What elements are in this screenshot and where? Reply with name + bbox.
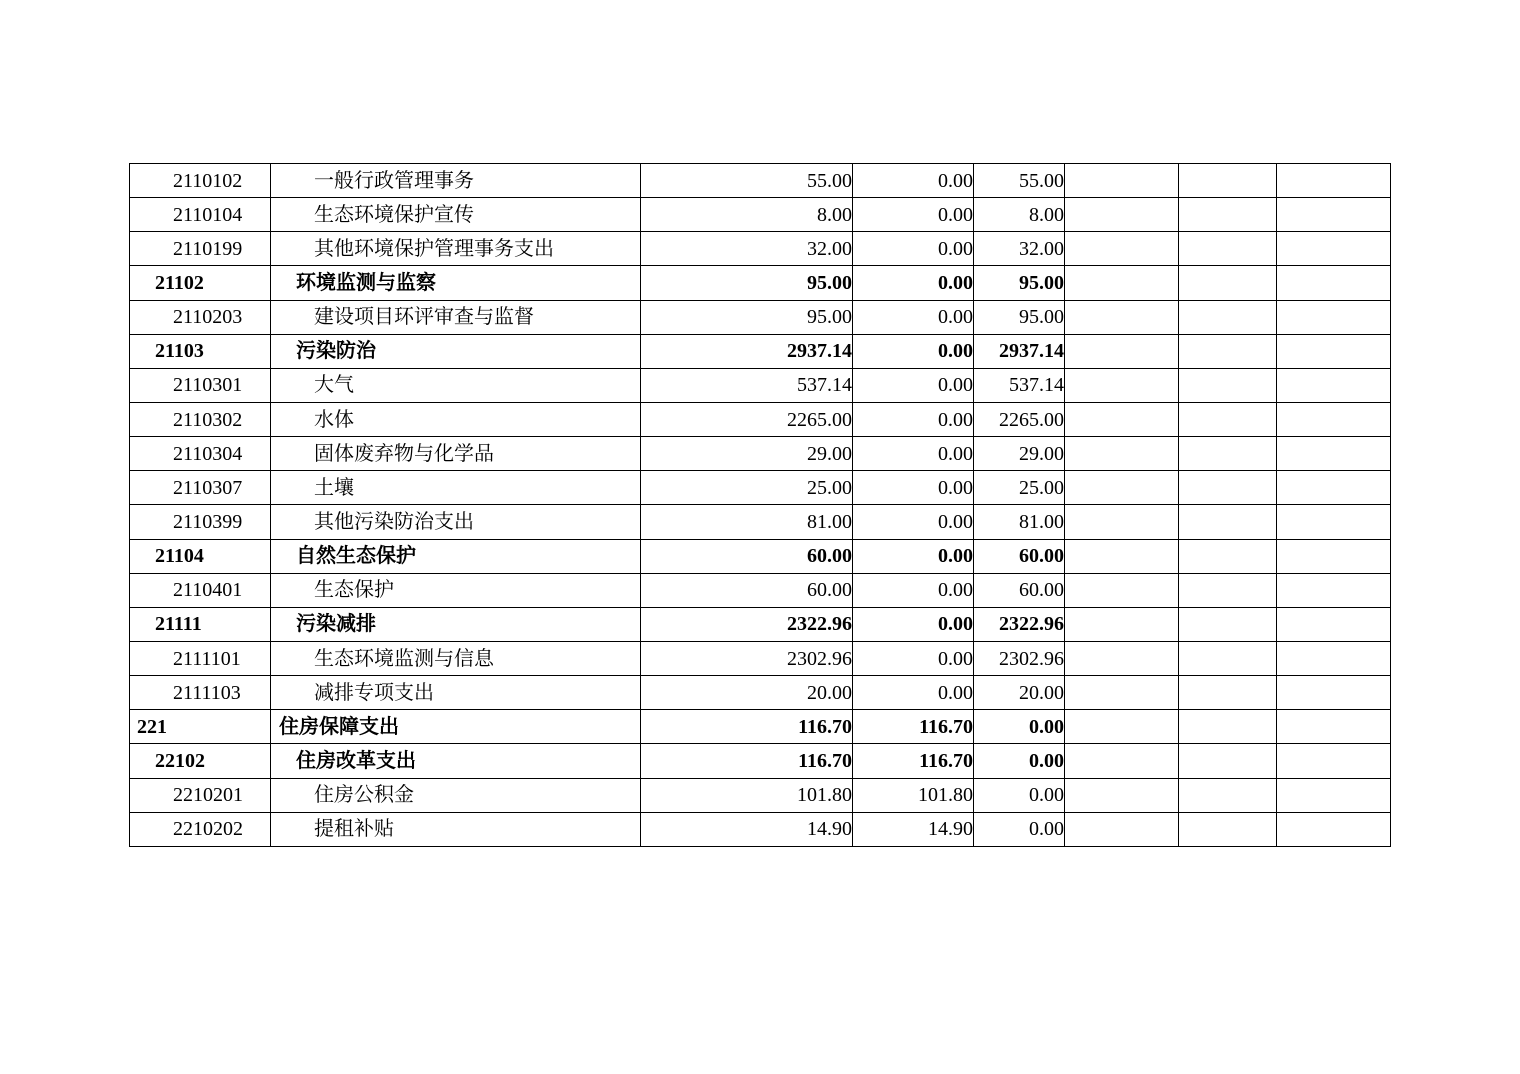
empty-cell [1277, 676, 1391, 710]
budget-code-cell: 2111101 [130, 641, 271, 675]
table-row [130, 232, 1391, 266]
empty-cell [1277, 744, 1391, 778]
amount-cell: 0.00 [974, 710, 1065, 744]
budget-code-cell: 2110302 [130, 402, 271, 436]
amount-cell: 0.00 [853, 505, 974, 539]
empty-cell [1065, 744, 1179, 778]
amount-cell: 60.00 [974, 539, 1065, 573]
empty-cell [1179, 266, 1277, 300]
budget-name-cell: 住房公积金 [271, 778, 641, 812]
amount-cell: 95.00 [974, 266, 1065, 300]
empty-cell [1179, 607, 1277, 641]
budget-name-cell: 生态环境保护宣传 [271, 198, 641, 232]
empty-cell [1065, 300, 1179, 334]
budget-code-cell: 2110399 [130, 505, 271, 539]
amount-cell: 0.00 [853, 471, 974, 505]
amount-cell: 25.00 [641, 471, 853, 505]
amount-cell: 0.00 [853, 164, 974, 198]
budget-name-cell: 自然生态保护 [271, 539, 641, 573]
empty-cell [1277, 778, 1391, 812]
amount-cell: 0.00 [853, 368, 974, 402]
amount-cell: 55.00 [641, 164, 853, 198]
table-row [130, 641, 1391, 675]
budget-name-cell: 土壤 [271, 471, 641, 505]
empty-cell [1065, 676, 1179, 710]
amount-cell: 29.00 [974, 437, 1065, 471]
empty-cell [1277, 368, 1391, 402]
empty-cell [1065, 505, 1179, 539]
empty-cell [1065, 437, 1179, 471]
empty-cell [1179, 198, 1277, 232]
empty-cell [1065, 402, 1179, 436]
amount-cell: 537.14 [641, 368, 853, 402]
budget-code-cell: 2111103 [130, 676, 271, 710]
amount-cell: 2265.00 [974, 402, 1065, 436]
table-row [130, 710, 1391, 744]
empty-cell [1065, 812, 1179, 846]
amount-cell: 116.70 [853, 744, 974, 778]
budget-name-cell: 住房改革支出 [271, 744, 641, 778]
budget-table-container [129, 163, 1391, 847]
table-row [130, 266, 1391, 300]
empty-cell [1179, 744, 1277, 778]
empty-cell [1277, 164, 1391, 198]
empty-cell [1065, 368, 1179, 402]
table-row [130, 402, 1391, 436]
budget-code-cell: 2210201 [130, 778, 271, 812]
empty-cell [1277, 641, 1391, 675]
empty-cell [1065, 539, 1179, 573]
amount-cell: 95.00 [641, 300, 853, 334]
amount-cell: 0.00 [853, 232, 974, 266]
amount-cell: 0.00 [974, 744, 1065, 778]
budget-name-cell: 生态环境监测与信息 [271, 641, 641, 675]
empty-cell [1179, 812, 1277, 846]
budget-name-cell: 建设项目环评审查与监督 [271, 300, 641, 334]
amount-cell: 116.70 [641, 710, 853, 744]
table-row [130, 607, 1391, 641]
amount-cell: 14.90 [641, 812, 853, 846]
amount-cell: 14.90 [853, 812, 974, 846]
amount-cell: 0.00 [853, 641, 974, 675]
empty-cell [1179, 164, 1277, 198]
empty-cell [1179, 232, 1277, 266]
budget-code-cell: 2110104 [130, 198, 271, 232]
amount-cell: 60.00 [641, 573, 853, 607]
budget-code-cell: 2110401 [130, 573, 271, 607]
amount-cell: 0.00 [853, 676, 974, 710]
budget-code-cell: 2110203 [130, 300, 271, 334]
budget-name-cell: 水体 [271, 402, 641, 436]
empty-cell [1277, 266, 1391, 300]
empty-cell [1179, 300, 1277, 334]
amount-cell: 0.00 [853, 300, 974, 334]
amount-cell: 2265.00 [641, 402, 853, 436]
budget-name-cell: 一般行政管理事务 [271, 164, 641, 198]
empty-cell [1277, 812, 1391, 846]
empty-cell [1277, 607, 1391, 641]
empty-cell [1065, 232, 1179, 266]
empty-cell [1065, 607, 1179, 641]
amount-cell: 0.00 [853, 334, 974, 368]
empty-cell [1179, 573, 1277, 607]
amount-cell: 55.00 [974, 164, 1065, 198]
table-row [130, 676, 1391, 710]
budget-code-cell: 21103 [130, 334, 271, 368]
empty-cell [1179, 641, 1277, 675]
amount-cell: 2937.14 [974, 334, 1065, 368]
empty-cell [1277, 437, 1391, 471]
empty-cell [1277, 232, 1391, 266]
empty-cell [1065, 641, 1179, 675]
amount-cell: 29.00 [641, 437, 853, 471]
amount-cell: 2302.96 [641, 641, 853, 675]
empty-cell [1065, 471, 1179, 505]
empty-cell [1277, 198, 1391, 232]
amount-cell: 32.00 [974, 232, 1065, 266]
amount-cell: 101.80 [853, 778, 974, 812]
amount-cell: 0.00 [853, 539, 974, 573]
empty-cell [1179, 437, 1277, 471]
table-row [130, 573, 1391, 607]
empty-cell [1179, 368, 1277, 402]
amount-cell: 2302.96 [974, 641, 1065, 675]
budget-table-body [130, 164, 1391, 847]
empty-cell [1179, 710, 1277, 744]
empty-cell [1179, 778, 1277, 812]
amount-cell: 20.00 [974, 676, 1065, 710]
table-row [130, 471, 1391, 505]
empty-cell [1179, 334, 1277, 368]
amount-cell: 95.00 [974, 300, 1065, 334]
empty-cell [1065, 198, 1179, 232]
table-row [130, 778, 1391, 812]
amount-cell: 116.70 [641, 744, 853, 778]
budget-code-cell: 21104 [130, 539, 271, 573]
amount-cell: 95.00 [641, 266, 853, 300]
empty-cell [1065, 710, 1179, 744]
empty-cell [1065, 778, 1179, 812]
empty-cell [1065, 164, 1179, 198]
budget-code-cell: 2110102 [130, 164, 271, 198]
amount-cell: 0.00 [853, 198, 974, 232]
budget-code-cell: 2110304 [130, 437, 271, 471]
budget-name-cell: 固体废弃物与化学品 [271, 437, 641, 471]
budget-code-cell: 221 [130, 710, 271, 744]
budget-code-cell: 21102 [130, 266, 271, 300]
budget-name-cell: 住房保障支出 [271, 710, 641, 744]
table-row [130, 812, 1391, 846]
empty-cell [1065, 573, 1179, 607]
budget-table [129, 163, 1391, 847]
amount-cell: 101.80 [641, 778, 853, 812]
amount-cell: 0.00 [853, 607, 974, 641]
empty-cell [1277, 334, 1391, 368]
empty-cell [1179, 402, 1277, 436]
empty-cell [1277, 300, 1391, 334]
table-row [130, 437, 1391, 471]
budget-code-cell: 2210202 [130, 812, 271, 846]
budget-name-cell: 减排专项支出 [271, 676, 641, 710]
budget-code-cell: 2110301 [130, 368, 271, 402]
amount-cell: 0.00 [853, 437, 974, 471]
budget-name-cell: 大气 [271, 368, 641, 402]
amount-cell: 2322.96 [641, 607, 853, 641]
budget-name-cell: 提租补贴 [271, 812, 641, 846]
table-row [130, 300, 1391, 334]
amount-cell: 32.00 [641, 232, 853, 266]
budget-name-cell: 其他污染防治支出 [271, 505, 641, 539]
table-row [130, 368, 1391, 402]
budget-name-cell: 污染减排 [271, 607, 641, 641]
budget-code-cell: 22102 [130, 744, 271, 778]
empty-cell [1277, 573, 1391, 607]
table-row [130, 505, 1391, 539]
empty-cell [1179, 539, 1277, 573]
budget-code-cell: 2110199 [130, 232, 271, 266]
table-row [130, 744, 1391, 778]
empty-cell [1277, 471, 1391, 505]
amount-cell: 0.00 [974, 778, 1065, 812]
amount-cell: 2937.14 [641, 334, 853, 368]
amount-cell: 537.14 [974, 368, 1065, 402]
table-row [130, 334, 1391, 368]
amount-cell: 8.00 [641, 198, 853, 232]
amount-cell: 81.00 [641, 505, 853, 539]
empty-cell [1179, 471, 1277, 505]
budget-name-cell: 污染防治 [271, 334, 641, 368]
empty-cell [1277, 402, 1391, 436]
empty-cell [1277, 539, 1391, 573]
amount-cell: 60.00 [641, 539, 853, 573]
empty-cell [1179, 505, 1277, 539]
table-row [130, 198, 1391, 232]
budget-name-cell: 生态保护 [271, 573, 641, 607]
amount-cell: 0.00 [853, 573, 974, 607]
budget-name-cell: 环境监测与监察 [271, 266, 641, 300]
amount-cell: 81.00 [974, 505, 1065, 539]
budget-name-cell: 其他环境保护管理事务支出 [271, 232, 641, 266]
table-row [130, 539, 1391, 573]
budget-code-cell: 21111 [130, 607, 271, 641]
table-row [130, 164, 1391, 198]
empty-cell [1277, 710, 1391, 744]
empty-cell [1179, 676, 1277, 710]
amount-cell: 8.00 [974, 198, 1065, 232]
amount-cell: 0.00 [853, 266, 974, 300]
budget-code-cell: 2110307 [130, 471, 271, 505]
amount-cell: 25.00 [974, 471, 1065, 505]
amount-cell: 0.00 [974, 812, 1065, 846]
amount-cell: 116.70 [853, 710, 974, 744]
empty-cell [1065, 266, 1179, 300]
amount-cell: 0.00 [853, 402, 974, 436]
amount-cell: 20.00 [641, 676, 853, 710]
amount-cell: 2322.96 [974, 607, 1065, 641]
empty-cell [1277, 505, 1391, 539]
amount-cell: 60.00 [974, 573, 1065, 607]
empty-cell [1065, 334, 1179, 368]
